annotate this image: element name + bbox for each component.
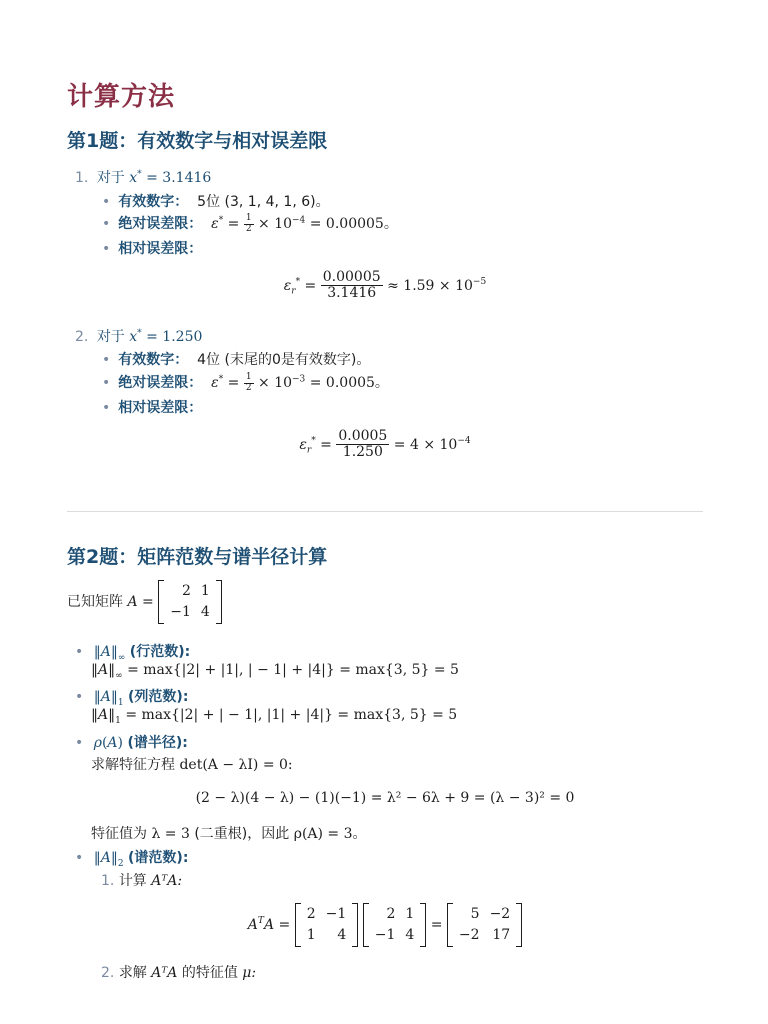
q2-heading: 第2题：矩阵范数与谱半径计算: [67, 546, 328, 568]
q1-item-1-sig: • 有效数字： 5位 (3, 1, 4, 1, 6)。: [102, 194, 330, 210]
matrix-ata: 5 −2 −2 17: [447, 903, 522, 947]
q1-item-1-abs: • 绝对误差限： ε* = $\frac{1}{2}$ × $10^{-4} = 0.00005$。: [102, 212, 398, 234]
section-divider: [67, 511, 703, 512]
ata-product: $A^TA$ = 2 −1 1 4 2 1 −1 4 = 5 −2 −2 17: [67, 903, 703, 947]
matrix-a: 2 1 −1 4: [158, 580, 222, 624]
eigen-result: 特征值为 λ = 3 (二重根)，因此 ρ(A) = 3。: [91, 826, 367, 842]
q1-heading: 第1题：有效数字与相对误差限: [67, 130, 328, 152]
two-norm-item: • $‖A‖_2$ (谱范数):: [75, 850, 189, 869]
char-eq-line: 求解特征方程 det(A − λI) = 0:: [91, 757, 293, 773]
q1-item-2-sig: • 有效数字： 4位 (末尾的0是有效数字)。: [102, 352, 371, 368]
inf-norm-item: • $‖A‖_\infty$ (行范数):: [75, 644, 191, 663]
item-math: x: [129, 170, 138, 186]
given-matrix: 已知矩阵 A = 2 1 −1 4: [67, 580, 222, 624]
item-label: 对于: [96, 170, 125, 186]
inf-norm-eq: $‖A‖_\infty = \max\{|2| + |1|$, | − 1| + |4|} = max{3, 5} = 5: [91, 662, 459, 681]
q1-item-1-rel-formula: $\varepsilon_r^*$ = $\frac{0.00005}{3.1416}$ ≈ $1.59 \times 10^{-5}$: [283, 269, 487, 302]
q1-item-1: 1. 对于 x* = 3.1416: [75, 169, 212, 186]
item-number: 2.: [75, 329, 89, 345]
q1-item-2-rel: • 相对误差限：: [102, 400, 203, 416]
one-norm-eq: $‖A‖_1 = \max\{|2|$ + | − 1|, |1| + |4|} = max{3, 5} = 5: [91, 707, 458, 726]
char-expand: (2 − λ)(4 − λ) − (1)(−1) = λ² − 6λ + 9 = (λ − 3)² = 0: [195, 790, 575, 806]
item-number: 1.: [75, 170, 89, 186]
step-1: 1. 计算 AᵀA:: [101, 873, 183, 889]
one-norm-item: • $‖A‖_1$ (列范数):: [75, 689, 189, 708]
rho-item: • ρ(A) (谱半径):: [75, 735, 188, 751]
page-title: 计算方法: [67, 82, 176, 112]
q1-item-2-abs: • 绝对误差限： ε* = $\frac{1}{2}$ × $10^{-3} = 0.0005$。: [102, 371, 389, 393]
q1-item-1-rel: • 相对误差限：: [102, 241, 203, 257]
step-2: 2. 求解 AᵀA 的特征值 μ:: [101, 965, 257, 981]
q1-item-2-rel-formula: $\varepsilon_r^*$ = $\frac{0.0005}{1.250}$ = $4 \times 10^{-4}$: [299, 428, 471, 461]
q1-item-2: 2. 对于 x* = 1.250: [75, 328, 203, 345]
item-label: 对于: [96, 329, 125, 345]
matrix-at: 2 −1 1 4: [295, 903, 359, 947]
matrix-a-copy: 2 1 −1 4: [363, 903, 427, 947]
